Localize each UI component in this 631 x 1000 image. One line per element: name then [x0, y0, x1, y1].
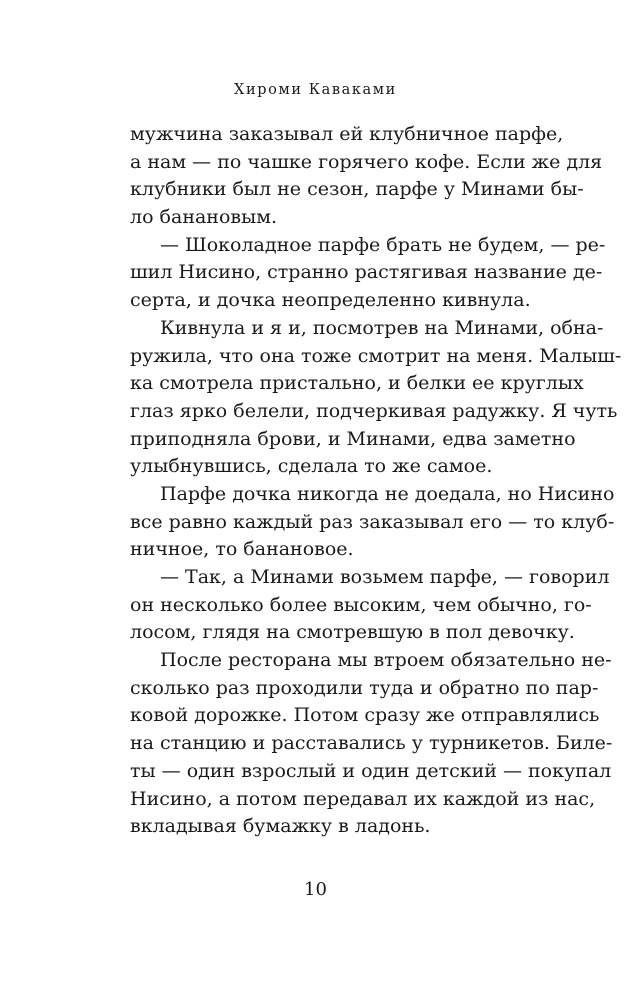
text-line: — Так, а Минами возьмем парфе, — говорил: [160, 566, 610, 588]
paragraph: [130, 481, 615, 564]
text-line: Парфе дочка никогда не доедала, но Нисино: [160, 482, 615, 505]
text-line: он несколько более высоким, чем обычно, го-: [130, 593, 592, 616]
text-line: шил Нисино, странно растягивая название де-: [130, 261, 603, 284]
text-line: — Шоколадное парфе брать не будем, — ре-: [160, 233, 606, 256]
paragraph: [130, 315, 622, 481]
paragraph: [130, 647, 613, 841]
text-line: лосом, глядя на смотревшую в пол девочку.: [130, 621, 575, 644]
text-line: а нам — по чашке горячего кофе. Если же для: [130, 150, 603, 173]
text-line: Нисино, а потом передавал их каждой из нас,: [130, 787, 596, 810]
text-line: клубники был не сезон, парфе у Минами бы-: [130, 178, 584, 201]
paragraph: [130, 121, 603, 232]
text-line: улыбнувшись, сделала то же самое.: [130, 455, 493, 478]
text-line: сколько раз проходили туда и обратно по пар-: [130, 676, 599, 699]
text-line: на станцию и расставались у турникетов. Биле-: [130, 732, 613, 755]
paragraph: [130, 564, 610, 647]
text-line: ты — один взрослый и один детский — покупал: [130, 759, 612, 782]
paragraph: [130, 232, 606, 315]
running-head: Хироми Каваками: [234, 82, 397, 98]
text-line: мужчина заказывал ей клубничное парфе,: [130, 123, 564, 145]
text-line: ружила, что она тоже смотрит на меня. Малыш-: [130, 344, 622, 367]
text-line: ло банановым.: [130, 206, 278, 229]
text-line: все равно каждый раз заказывал его — то клуб-: [130, 510, 615, 533]
text-line: глаз ярко белели, подчеркивая радужку. Я чуть: [130, 399, 618, 422]
text-line: ковой дорожке. Потом сразу же отправлялись: [130, 704, 600, 727]
text-line: приподняла брови, и Минами, едва заметно: [130, 427, 576, 450]
text-line: ка смотрела пристально, и белки ее круглых: [130, 372, 584, 395]
page-number: 10: [304, 879, 327, 900]
text-line: ничное, то банановое.: [130, 538, 354, 561]
text-line: Кивнула и я и, посмотрев на Минами, обна-: [160, 316, 604, 339]
text-line: После ресторана мы втроем обязательно не-: [160, 649, 612, 672]
text-line: вкладывая бумажку в ладонь.: [130, 815, 431, 838]
text-line: серта, и дочка неопределенно кивнула.: [130, 289, 531, 312]
body-text: [130, 121, 622, 841]
